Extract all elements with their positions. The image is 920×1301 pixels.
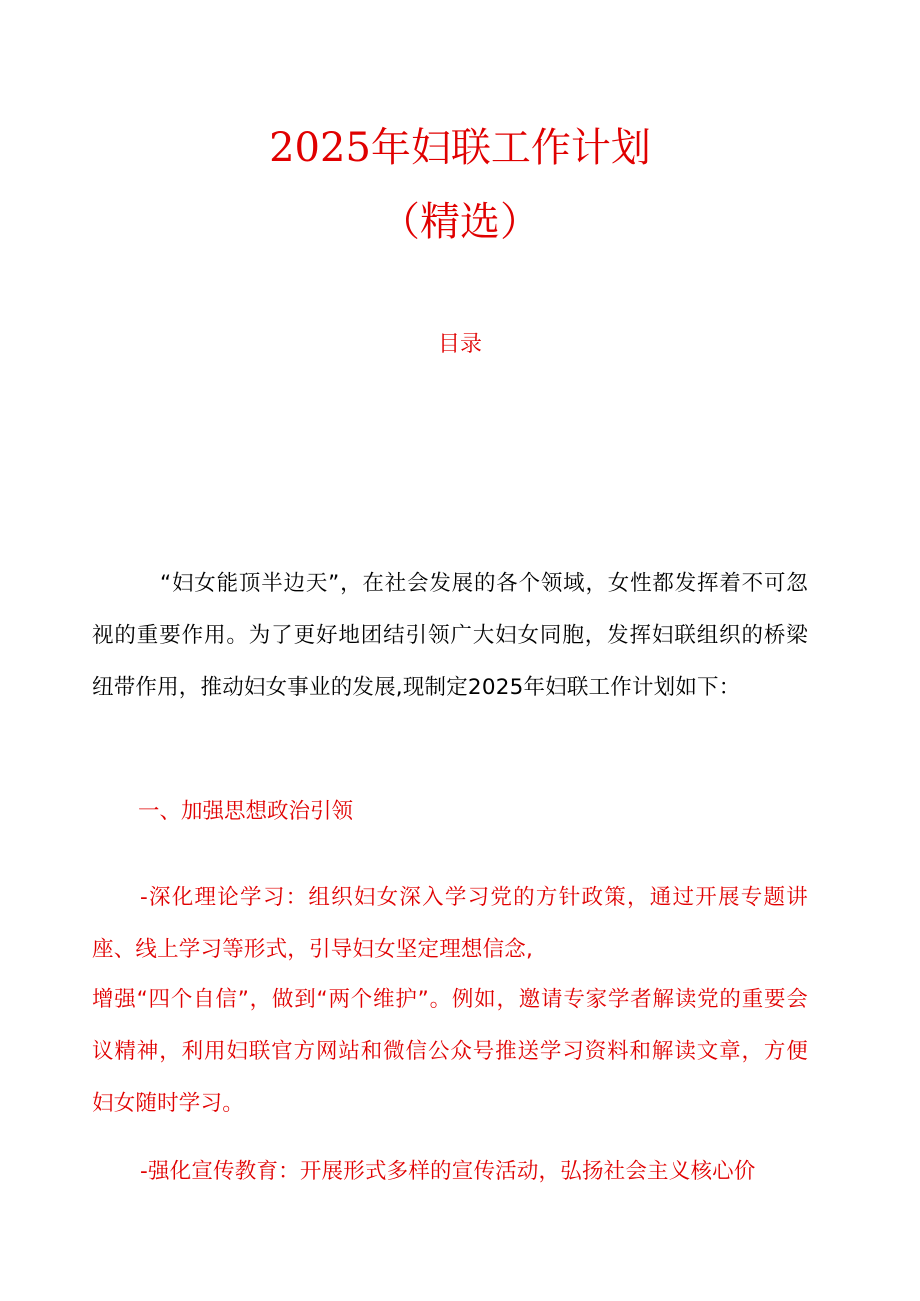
toc-label: 目录	[437, 332, 482, 357]
section-heading: 一、加强思想政治引领	[138, 799, 354, 824]
paragraph-publicity-education: -强化宣传教育：开展形式多样的宣传活动，弘扬社会主义核心价	[140, 1159, 756, 1184]
intro-paragraph: “妇女能顶半边天”，在社会发展的各个领域，女性都发挥着不可忽视的重要作用。为了更好地团结引领广大妇女同胞，发挥妇联组织的桥梁纽带作用，推动妇女事业的发展,现制定2025年妇联工作计划如下：	[92, 571, 808, 700]
paragraph-theory-study: -深化理论学习：组织妇女深入学习党的方针政策，通过开展专题讲座、线上学习等形式，引导妇女坚定理想信念,	[92, 885, 808, 962]
document-title: 2025年妇联工作计划	[269, 125, 651, 171]
document-subtitle: （精选）	[380, 199, 540, 245]
paragraph-theory-study-continued: 增强“四个自信”，做到“两个维护”。例如，邀请专家学者解读党的重要会议精神，利用妇联官方网站和微信公众号推送学习资料和解读文章，方便妇女随时学习。	[92, 987, 808, 1116]
